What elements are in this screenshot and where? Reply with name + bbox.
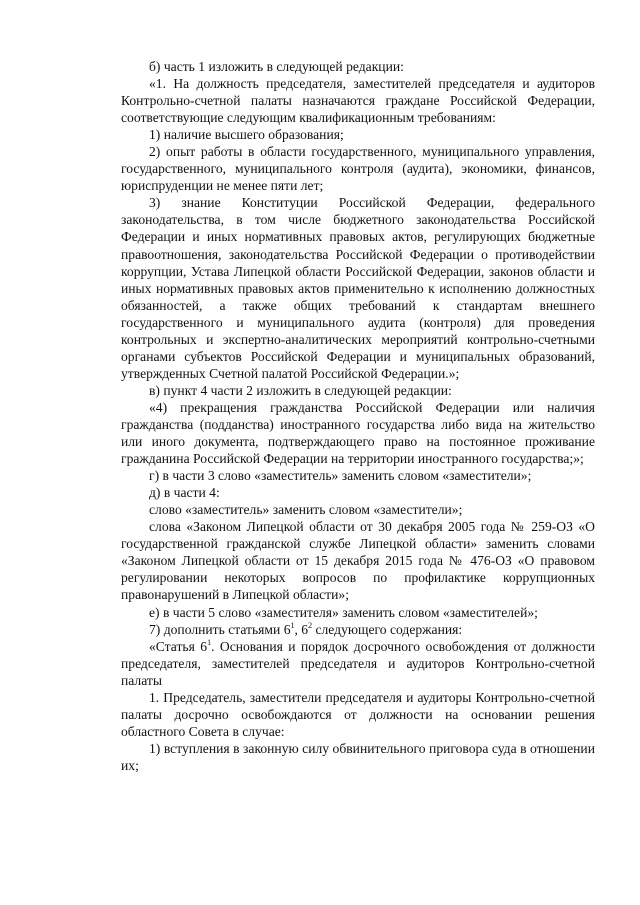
article-heading-sup: 1 (207, 637, 212, 647)
p13-sup-1: 1 (290, 620, 295, 630)
paragraph-15: 1. Председатель, заместители председателя и аудиторы Контрольно-счетной палаты досрочно освобождаются от должности на основании решения областного Совета в случае: (121, 689, 595, 739)
paragraph-1: б) часть 1 изложить в следующей редакции: (149, 59, 404, 74)
paragraph-4: 2) опыт работы в области государственного, муниципального управления, государственного, муниципального контроля (аудита), экономики, финансов, юриспруденции не менее пяти лет; (121, 144, 595, 194)
paragraph-3: 1) наличие высшего образования; (149, 127, 344, 143)
article-heading-b: . Основания и порядок досрочного освобождения от должности председателя, заместителей председателя и аудиторов Контрольно-счетной палаты (121, 638, 596, 688)
p13-part-a: 7) дополнить статьями 6 (149, 621, 291, 637)
paragraph-13 (121, 621, 595, 638)
article-heading-a: «Статья 6 (149, 638, 208, 654)
paragraph-11: слова «Законом Липецкой области от 30 декабря 2005 года № 259-ОЗ «О государственной гражданской службе Липецкой области» заменить словами «Законом Липецкой области от 15 декабря 2015 года № 476-ОЗ «О правовом регулировании некоторых вопросов по профилактике коррупционных правонарушений в Липецкой области»; (121, 519, 595, 603)
article-heading (121, 638, 595, 689)
paragraph-12: е) в части 5 слово «заместителя» заменить словом «заместителей»; (149, 604, 538, 620)
paragraph-8: г) в части 3 слово «заместитель» заменить словом «заместители»; (149, 468, 532, 484)
paragraph-2: «1. На должность председателя, заместителей председателя и аудиторов Контрольно-счетной палаты назначаются граждане Российской Федерации, соответствующие следующим квалификационным требованиям: (121, 76, 595, 126)
p13-part-b: , 6 (294, 621, 309, 637)
document-page (121, 58, 595, 774)
paragraph-7: «4) прекращения гражданства Российской Федерации или наличия гражданства (подданства) иностранного государства либо вида на жительство или иного документа, подтверждающего право на постоянное проживание гражданина Российской Федерации на территории иностранного государства;»; (121, 399, 595, 467)
p13-part-c: следующего содержания: (312, 621, 463, 637)
paragraph-6: в) пункт 4 части 2 изложить в следующей редакции: (149, 382, 452, 398)
paragraph-5: 3) знание Конституции Российской Федерации, федерального законодательства, в том числе бюджетного законодательства Российской Федерации и иных нормативных правовых актов, регулирующих бюджетные правоотношения, законодательства Российской Федерации о противодействии коррупции, Устава Липецкой области Российской Федерации, законов области и иных нормативных правовых актов применительно к исполнению должностных обязанностей, а также общих требований к стандартам внешнего государственного и муниципального аудита (контроля) для проведения контрольных и экспертно-аналитических мероприятий контрольно-счетными органами субъектов Российской Федерации и муниципальных образований, утвержденных Счетной палатой Российской Федерации.»; (121, 195, 595, 381)
paragraph-9: д) в части 4: (149, 485, 220, 501)
paragraph-10: слово «заместитель» заменить словом «заместители»; (149, 502, 463, 518)
paragraph-16: 1) вступления в законную силу обвинительного приговора суда в отношении их; (121, 740, 595, 773)
p13-sup-2: 2 (308, 620, 313, 630)
